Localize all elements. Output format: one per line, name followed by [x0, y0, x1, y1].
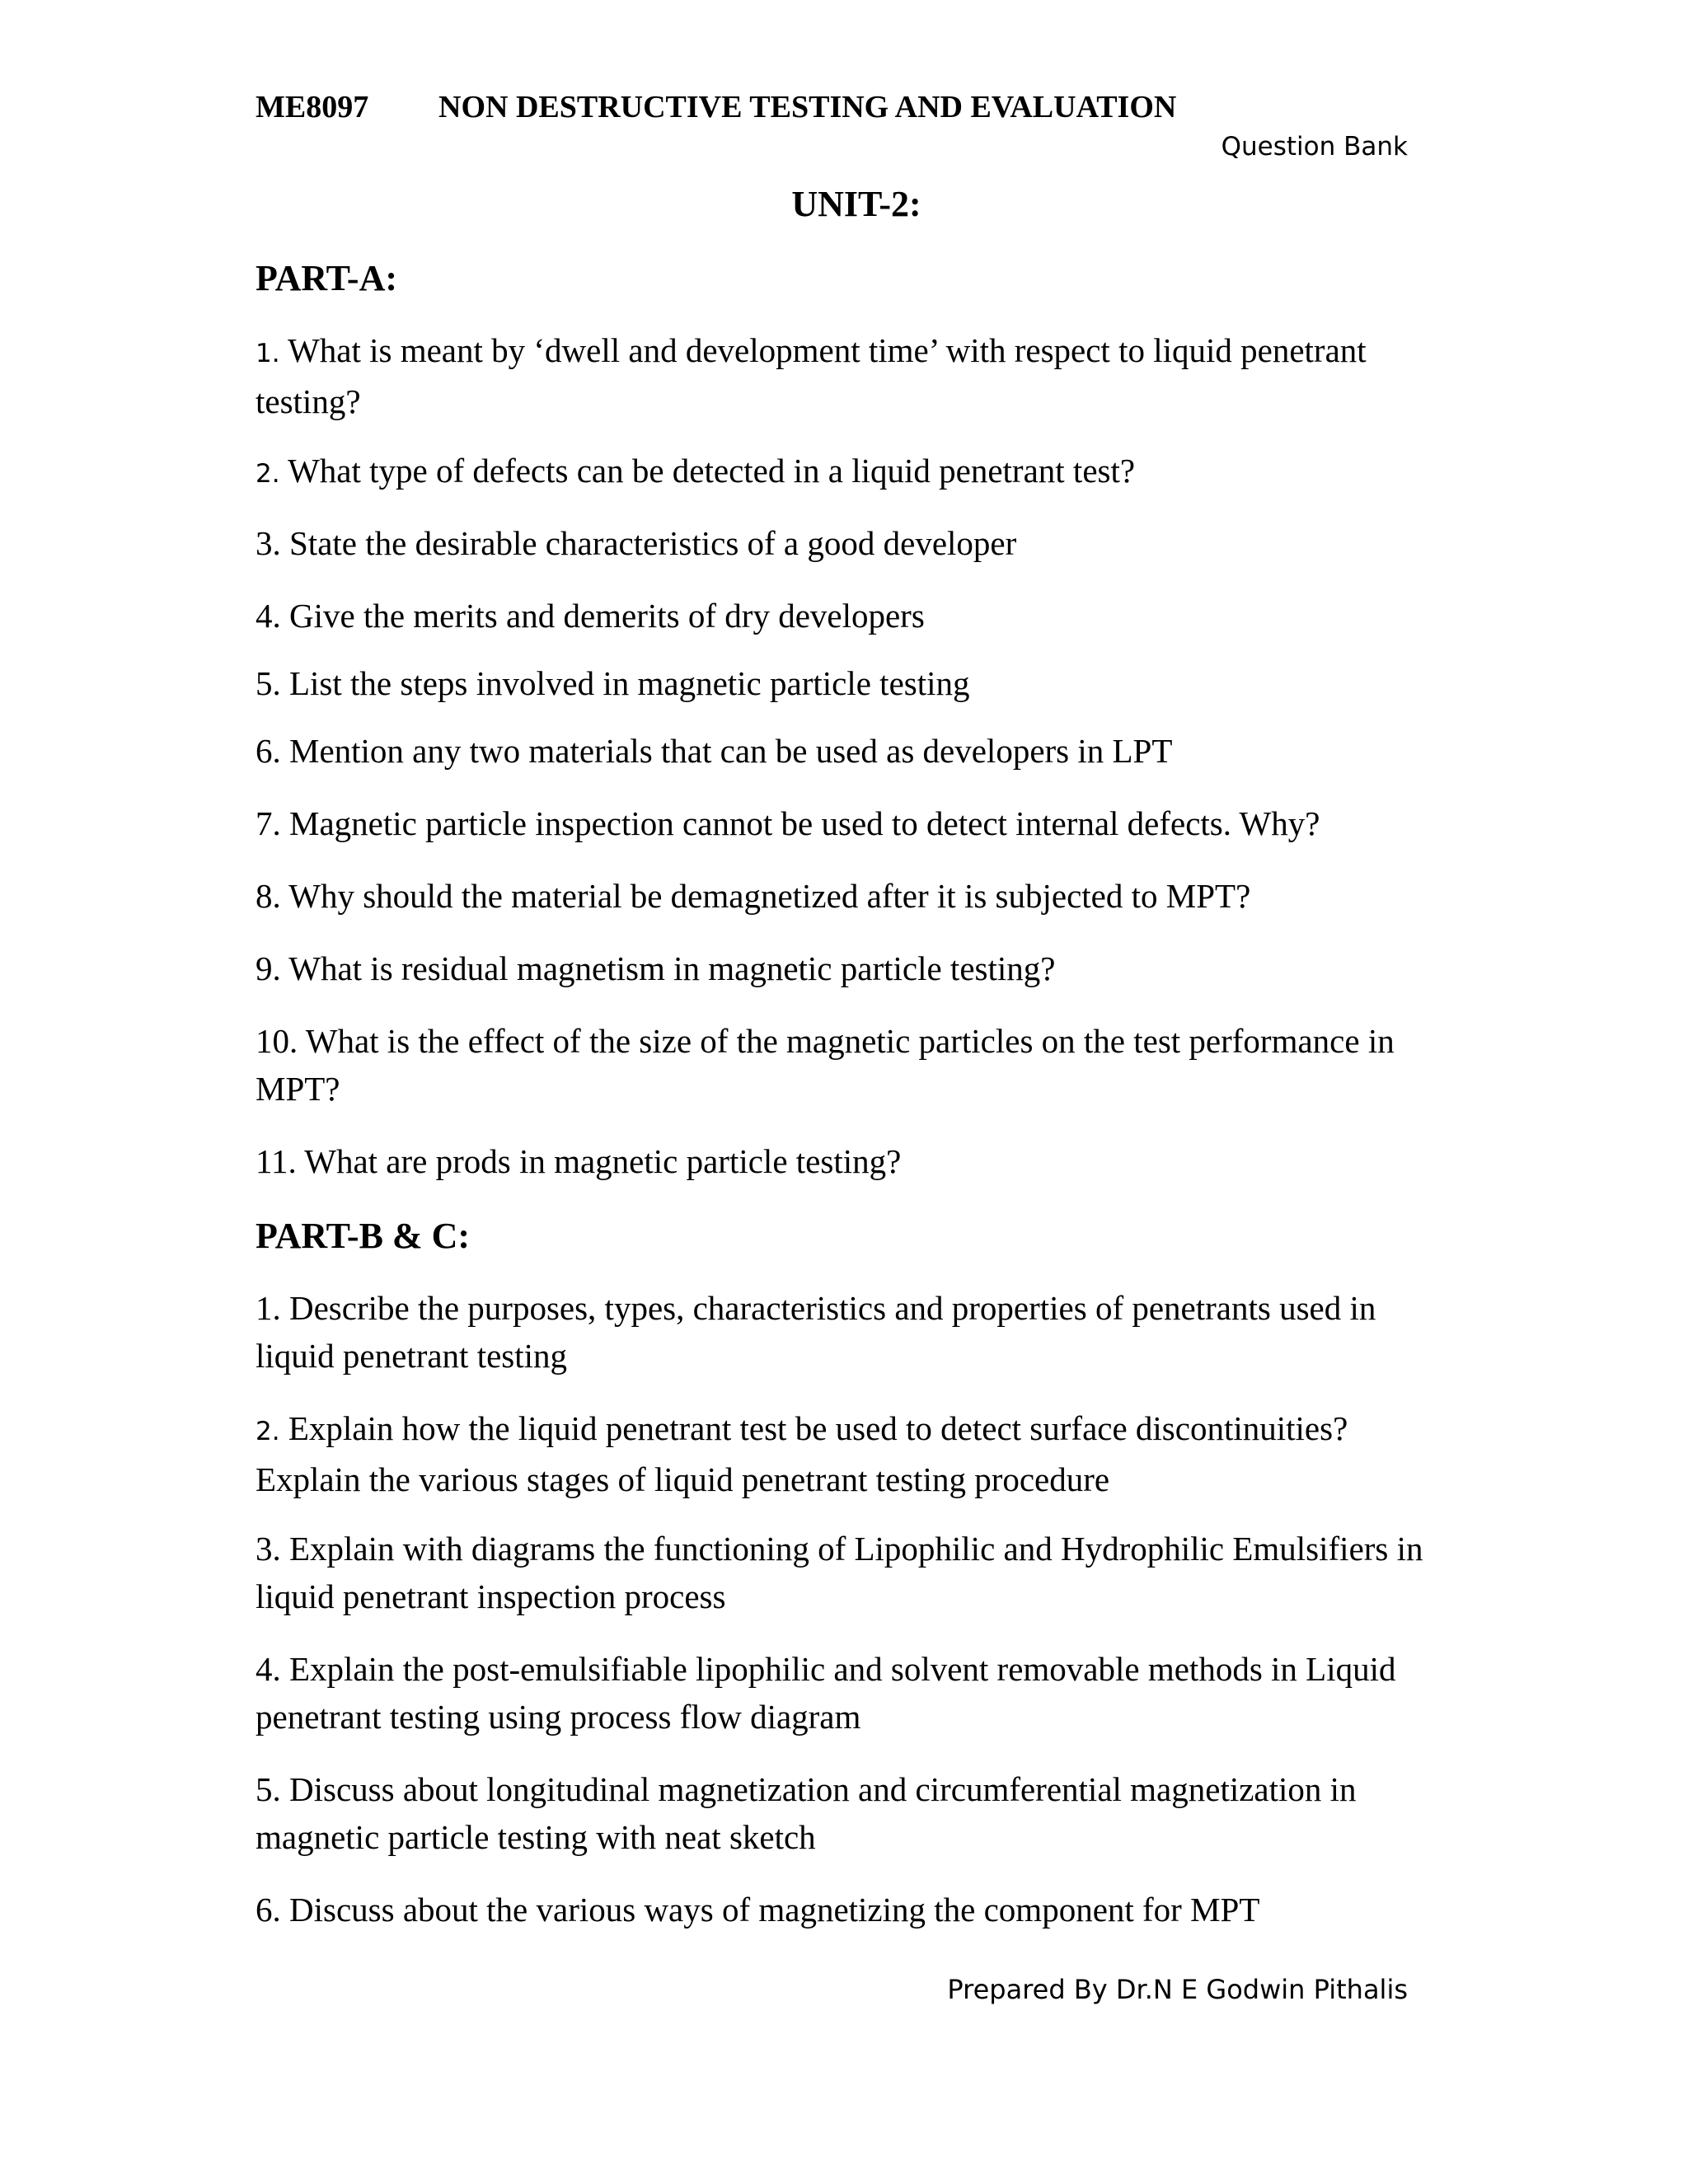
- part-bc-heading: PART-B & C:: [256, 1216, 471, 1256]
- part-a-question-6: [256, 727, 1426, 775]
- part-a-question-10: [256, 1017, 1426, 1113]
- question-text: Explain how the liquid penetrant test be used to detect surface discontinuities? Explain the various stages of liquid penetrant testing procedure: [256, 1409, 1348, 1498]
- question-text: Magnetic particle inspection cannot be used to detect internal defects. Why?: [289, 804, 1320, 842]
- question-text: What is the effect of the size of the magnetic particles on the test performance in MPT?: [256, 1022, 1395, 1108]
- question-number: 2.: [256, 459, 280, 489]
- question-number: 4.: [256, 1650, 281, 1688]
- question-number: 8.: [256, 877, 281, 915]
- question-text: Give the merits and demerits of dry developers: [289, 597, 925, 635]
- question-text: What type of defects can be detected in a liquid penetrant test?: [288, 452, 1136, 490]
- question-number: 1.: [256, 339, 280, 368]
- question-text: Explain the post-emulsifiable lipophilic and solvent removable methods in Liquid penetrant testing using process flow diagram: [256, 1650, 1396, 1736]
- part-bc-question-4: [256, 1645, 1426, 1741]
- document-type-label: Question Bank: [1221, 132, 1408, 162]
- part-a-heading: PART-A:: [256, 258, 398, 298]
- question-text: Discuss about the various ways of magnetizing the component for MPT: [289, 1891, 1260, 1929]
- part-bc-question-6: [256, 1886, 1426, 1933]
- part-bc-question-5: [256, 1765, 1426, 1861]
- question-number: 3.: [256, 524, 281, 562]
- part-bc-question-3: [256, 1525, 1426, 1620]
- part-a-question-1: [256, 326, 1426, 425]
- prepared-by-footer: Prepared By Dr.N E Godwin Pithalis: [947, 1974, 1408, 2005]
- course-title: NON DESTRUCTIVE TESTING AND EVALUATION: [438, 90, 1177, 124]
- course-code: ME8097: [256, 90, 369, 124]
- question-number: 9.: [256, 949, 281, 987]
- part-bc-question-1: [256, 1284, 1426, 1380]
- part-a-question-4: [256, 592, 1426, 640]
- question-number: 1.: [256, 1289, 281, 1327]
- question-number: 2.: [256, 1417, 280, 1446]
- question-number: 7.: [256, 804, 281, 842]
- question-number: 6.: [256, 1891, 281, 1929]
- part-a-question-11: [256, 1137, 1426, 1185]
- question-text: State the desirable characteristics of a good developer: [289, 524, 1017, 562]
- question-text: Discuss about longitudinal magnetization and circumferential magnetization in magnetic particle testing with neat sketch: [256, 1770, 1357, 1856]
- document-header: [256, 89, 1176, 125]
- part-a-question-3: [256, 519, 1426, 567]
- part-a-question-7: [256, 799, 1426, 847]
- part-a-question-2: [256, 447, 1426, 498]
- part-a-question-5: [256, 659, 1426, 707]
- question-text: List the steps involved in magnetic particle testing: [289, 664, 970, 702]
- question-text: What is residual magnetism in magnetic particle testing?: [288, 949, 1056, 987]
- question-number: 11.: [256, 1142, 297, 1180]
- question-number: 3.: [256, 1530, 281, 1568]
- part-bc-question-2: [256, 1404, 1426, 1503]
- unit-title-text: UNIT-2:: [791, 184, 921, 224]
- question-text: What are prods in magnetic particle testing?: [304, 1142, 902, 1180]
- question-number: 10.: [256, 1022, 298, 1060]
- question-number: 4.: [256, 597, 281, 635]
- unit-title: [0, 183, 1688, 225]
- question-text: Why should the material be demagnetized after it is subjected to MPT?: [288, 877, 1251, 915]
- part-a-question-8: [256, 872, 1426, 920]
- question-number: 5.: [256, 1770, 281, 1808]
- part-a-question-9: [256, 944, 1426, 992]
- question-text: Mention any two materials that can be used as developers in LPT: [289, 732, 1173, 770]
- question-text: What is meant by ‘dwell and development time’ with respect to liquid penetrant testing?: [256, 331, 1367, 420]
- question-number: 6.: [256, 732, 281, 770]
- question-number: 5.: [256, 664, 281, 702]
- question-text: Explain with diagrams the functioning of Lipophilic and Hydrophilic Emulsifiers in liquid penetrant inspection process: [256, 1530, 1423, 1615]
- question-text: Describe the purposes, types, characteristics and properties of penetrants used in liquid penetrant testing: [256, 1289, 1376, 1375]
